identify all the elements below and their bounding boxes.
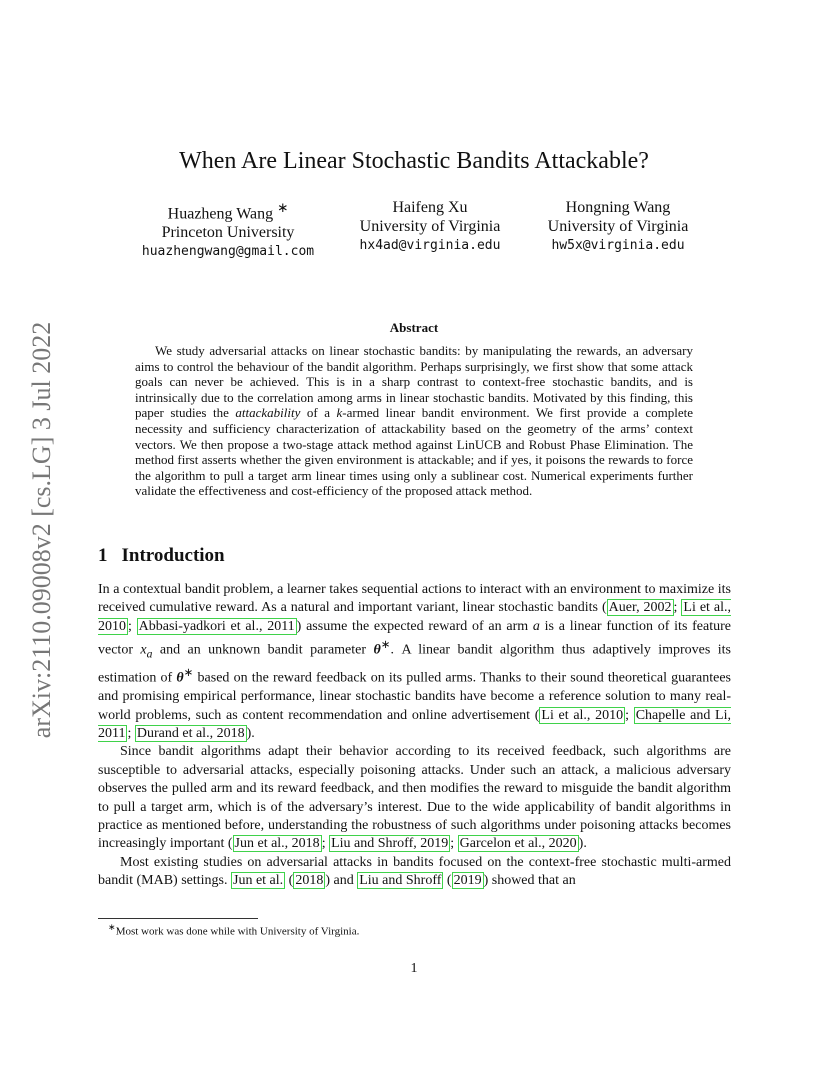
footnote <box>108 922 359 938</box>
author-affiliation: University of Virginia <box>359 218 501 235</box>
paragraph-2: Since bandit algorithms adapt their behavior according to its received feedback, such algorithms are susceptible to adversarial attacks, especially poisoning attacks. Under such an attack, a malicious adversary observes the pulled arm and its reward feedback, and then modifies the reward to misguide the bandit algorithm to pull a target arm, which is of the adversary’s interest. Due to the wide applicability of bandit algorithms in practice as mentioned before, understanding the robustness of such algorithms under poisoning attacks becomes increasingly important ( Jun et al., 2018 ; Liu and Shroff, 2019 ; Garcelon et al., 2020 ). <box>98 744 731 852</box>
abstract-heading: Abstract <box>389 320 439 335</box>
citation-link[interactable]: Abbasi-yadkori et al., 2011 <box>138 618 295 634</box>
paragraph-1: In a contextual bandit problem, a learner takes sequential actions to interact with an environment to maximize its received cumulative reward. As a natural and important variant, linear stochastic bandits ( Auer, 2002 ; Li et al., 2010 ; Abbasi-yadkori et al., 2011 ) assume the expected reward of an arm a is a linear function of its feature vector $x_a$ and an unknown bandit parameter θ∗. A linear bandit algorithm thus adaptively improves its estimation of θ∗ based on the reward feedback on its pulled arms. Thanks to their sound theoretical guarantees and promising empirical performance, linear stochastic bandits have become a reference solution to many real-world problems, such as content recommendation and online advertisement ( Li et al., 2010 ; Chapelle and Li, 2011 ; Durand et al., 2018 ). <box>98 582 731 741</box>
page-number: 1 <box>410 961 418 976</box>
section-heading <box>98 545 225 567</box>
author-email[interactable]: hx4ad@virginia.edu <box>359 238 501 253</box>
author-email[interactable]: hw5x@virginia.edu <box>551 238 685 253</box>
section-title: Introduction <box>121 545 225 566</box>
author-name: Hongning Wang <box>565 199 671 216</box>
body-text <box>98 581 731 891</box>
citation-link[interactable]: Li et al., 2010 <box>541 707 624 723</box>
citation-link[interactable]: Durand et al., 2018 <box>136 725 245 741</box>
abstract-body: We study adversarial attacks on linear stochastic bandits: by manipulating the rewards, an adversary aims to control the behaviour of the bandit algorithm. Perhaps surprisingly, we first show that some attack goals can never be achieved. This is in a sharp contrast to context-free stochastic bandits, and is intrinsically due to the correlation among arms in linear stochastic bandits. Motivated by this finding, this paper studies the attackability of a k-armed linear bandit environment. We first provide a complete necessity and sufficiency characterization of attackability based on the geometry of the arms’ context vectors. We then propose a two-stage attack method against LinUCB and Robust Phase Elimination. The method first asserts whether the given environment is attackable; and if yes, it poisons the rewards to force the algorithm to pull a target arm linear times using only a sublinear cost. Numerical experiments further validate the effectiveness and cost-efficiency of the proposed attack method. <box>135 343 693 499</box>
paper-title: When Are Linear Stochastic Bandits Attackable? <box>179 148 649 174</box>
paragraph-3: Most existing studies on adversarial attacks in bandits focused on the context-free stochastic multi-armed bandit (MAB) settings. Jun et al. ( 2018 ) and Liu and Shroff ( 2019 ) showed that an <box>98 854 731 889</box>
author-1 <box>128 198 328 261</box>
author-2 <box>345 198 515 255</box>
author-name: Haifeng Xu <box>392 199 468 216</box>
author-email[interactable]: huazhengwang@gmail.com <box>141 244 315 260</box>
footnote-rule <box>98 918 258 919</box>
arxiv-stamp <box>22 300 62 760</box>
citation-link[interactable]: Li et al., 2010 <box>98 600 731 634</box>
author-affiliation: University of Virginia <box>547 218 689 235</box>
citation-link[interactable]: 2018 <box>295 873 324 889</box>
citation-link[interactable]: Garcelon et al., 2020 <box>459 836 577 852</box>
citation-link[interactable]: Liu and Shroff <box>359 873 442 889</box>
citation-link[interactable]: Chapelle and Li, 2011 <box>98 707 731 741</box>
citation-link[interactable]: Jun et al., 2018 <box>234 836 320 852</box>
author-affiliation: Princeton University <box>161 224 295 242</box>
footnote-text: Most work was done while with University of Virginia. <box>115 925 360 938</box>
citation-link[interactable]: 2019 <box>453 873 482 889</box>
citation-link[interactable]: Liu and Shroff, 2019 <box>331 836 449 852</box>
author-name: Huazheng Wang <box>167 205 274 223</box>
section-number: 1 <box>98 545 108 566</box>
citation-link[interactable]: Auer, 2002 <box>608 600 672 616</box>
footnote-mark: ∗ <box>108 922 116 932</box>
citation-link[interactable]: Jun et al. <box>233 873 284 889</box>
author-footnote-mark: ∗ <box>277 200 289 215</box>
author-3 <box>533 198 703 255</box>
arxiv-stamp-text: arXiv:2110.09008v2 [cs.LG] 3 Jul 2022 <box>27 321 56 739</box>
